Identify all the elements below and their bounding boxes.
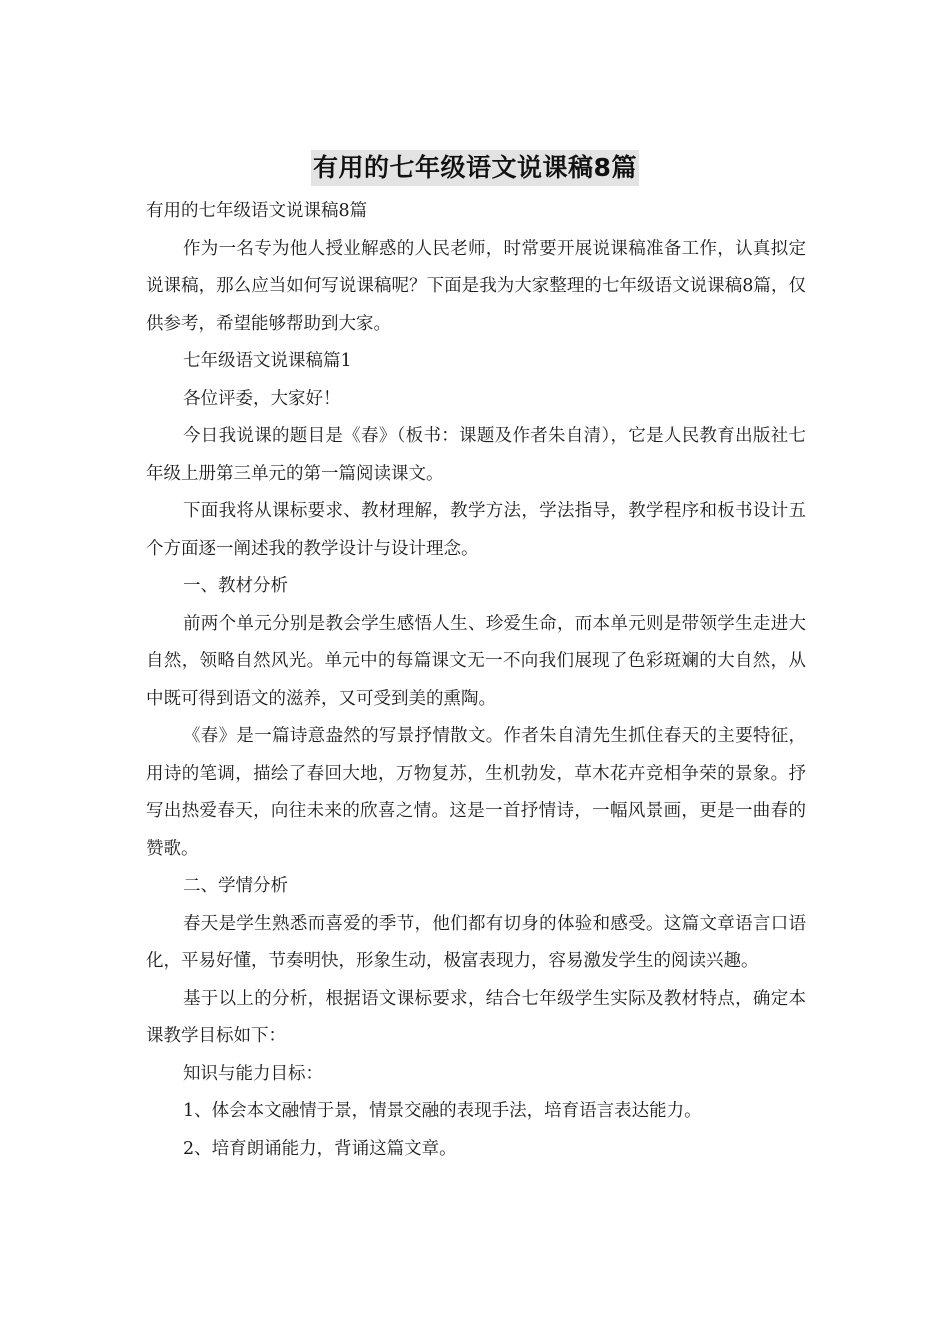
title-container [0,150,950,186]
document-title: 有用的七年级语文说课稿8篇 [311,150,639,186]
body-paragraph: 七年级语文说课稿篇1 [183,351,352,371]
body-paragraph: 《春》是一篇诗意盎然的写景抒情散文。作者朱自清先生抓住春天的主要特征，用诗的笔调，描绘了春回大地，万物复苏，生机勃发，草木花卉竞相争荣的景象。抒写出热爱春天，向往未来的欣喜之情。这是一首抒情诗，一幅风景画，更是一曲春的赞歌。 [146,726,806,859]
body-paragraph: 今日我说课的题目是《春》（板书：课题及作者朱自清），它是人民教育出版社七年级上册第三单元的第一篇阅读课文。 [146,426,806,484]
body-paragraph: 一、教材分析 [183,576,288,596]
body-paragraph: 2、培育朗诵能力，背诵这篇文章。 [183,1138,457,1159]
body-paragraph: 下面我将从课标要求、教材理解，教学方法，学法指导，教学程序和板书设计五个方面逐一阐述我的教学设计与设计理念。 [146,501,806,559]
document-body [146,193,806,1168]
body-paragraph: 1、体会本文融情于景，情景交融的表现手法，培育语言表达能力。 [183,1101,702,1121]
body-paragraph: 作为一名专为他人授业解惑的人民老师，时常要开展说课稿准备工作，认真拟定说课稿，那么应当如何写说课稿呢？下面是我为大家整理的七年级语文说课稿8篇，仅供参考，希望能够帮助到大家。 [146,238,806,334]
body-paragraph: 知识与能力目标： [183,1063,323,1084]
body-paragraph: 基于以上的分析，根据语文课标要求，结合七年级学生实际及教材特点，确定本课教学目标如下： [146,988,806,1046]
body-paragraph: 春天是学生熟悉而喜爱的季节，他们都有切身的体验和感受。这篇文章语言口语化，平易好懂，节奏明快，形象生动，极富表现力，容易激发学生的阅读兴趣。 [146,913,806,971]
body-paragraph: 二、学情分析 [183,876,288,896]
body-paragraph: 各位评委，大家好！ [183,388,341,409]
body-paragraph: 有用的七年级语文说课稿8篇 [146,201,368,221]
body-paragraph: 前两个单元分别是教会学生感悟人生、珍爱生命，而本单元则是带领学生走进大自然，领略自然风光。单元中的每篇课文无一不向我们展现了色彩斑斓的大自然，从中既可得到语文的滋养，又可受到美的熏陶。 [146,613,806,709]
